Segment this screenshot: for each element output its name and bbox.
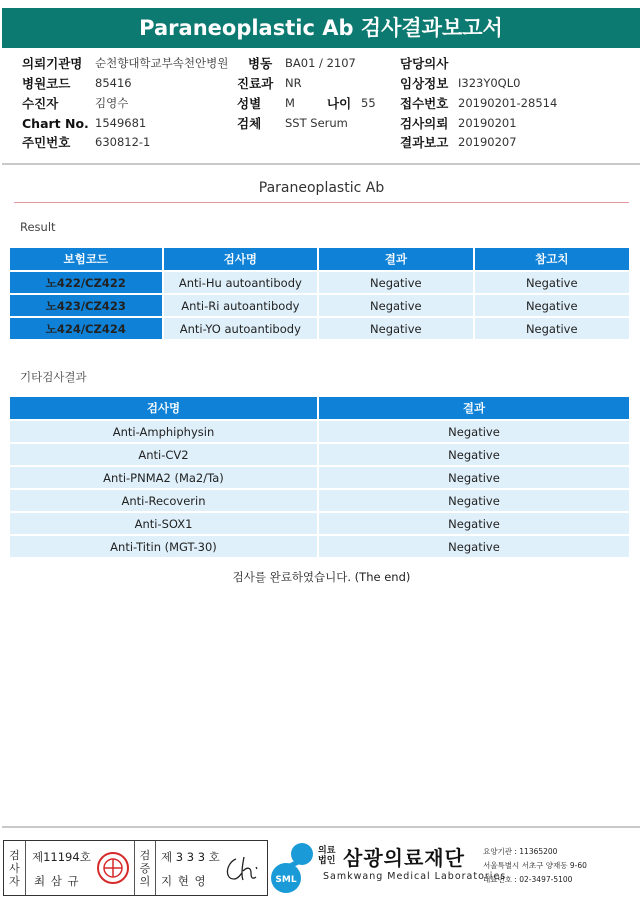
header-row-5 [22, 133, 622, 152]
institution-value: 순천향대학교부속천안병원 [95, 56, 229, 70]
examiner-name: 최 삼 규 [34, 874, 80, 888]
header-row-1 [22, 54, 622, 73]
logo-text: SML [275, 875, 297, 885]
result-table [8, 246, 631, 341]
doctor-label: 담당의사 [400, 56, 449, 71]
specimen-label: 검체 [237, 116, 262, 131]
section-title-underline [14, 202, 629, 203]
footer-divider [2, 826, 640, 828]
org-code: 요양기관 : 11365200 [483, 847, 558, 856]
test-name-cell: Anti-Amphiphysin [10, 421, 317, 442]
clinical-info-label: 임상정보 [400, 76, 449, 91]
org-prefix-line-1: 의료 [318, 846, 336, 856]
test-name-cell: Anti-Hu autoantibody [164, 272, 318, 293]
reference-cell: Negative [475, 272, 629, 293]
test-name-cell: Anti-SOX1 [10, 513, 317, 534]
age-value: 55 [361, 96, 376, 110]
report-title: Paraneoplastic Ab 검사결과보고서 [2, 8, 640, 48]
org-prefix [318, 846, 335, 866]
examiner-license: 제11194호 [32, 850, 91, 864]
age-label: 나이 [327, 96, 352, 111]
examiner-title: 검 사 자 [4, 841, 26, 895]
request-date-label: 검사의뢰 [400, 116, 449, 131]
reception-no-label: 접수번호 [400, 96, 449, 111]
ward-label: 병동 [248, 56, 273, 71]
report-date-label: 결과보고 [400, 135, 449, 150]
table-row [10, 444, 629, 465]
end-note: 검사를 완료하였습니다. (The end) [232, 570, 411, 584]
result-label: Result [20, 220, 56, 234]
org-phone: 대표번호 : 02-3497-5100 [483, 875, 573, 884]
request-date-value: 20190201 [458, 116, 517, 130]
chart-no-label: Chart No. [22, 116, 89, 131]
table-row [10, 318, 629, 339]
verifier-license: 제 3 3 3 호 [161, 850, 220, 864]
test-name-cell: Anti-PNMA2 (Ma2/Ta) [10, 467, 317, 488]
org-english-name: Samkwang Medical Laboratories [323, 871, 507, 882]
test-name-cell: Anti-Recoverin [10, 490, 317, 511]
report-date-value: 20190207 [458, 135, 517, 149]
sex-label: 성별 [237, 96, 262, 111]
resident-no-label: 주민번호 [22, 135, 71, 150]
result-cell: Negative [319, 421, 629, 442]
test-name-cell: Anti-YO autoantibody [164, 318, 318, 339]
result-table-header [10, 248, 629, 270]
test-name-cell: Anti-Titin (MGT-30) [10, 536, 317, 557]
other-results-table [8, 395, 631, 559]
reference-cell: Negative [475, 318, 629, 339]
section-title: Paraneoplastic Ab [258, 180, 385, 196]
result-cell: Negative [319, 444, 629, 465]
table-row [10, 272, 629, 293]
table-row [10, 490, 629, 511]
chart-no-value: 1549681 [95, 116, 147, 130]
header-divider [2, 163, 640, 165]
department-value: NR [285, 76, 302, 90]
specimen-value: SST Serum [285, 116, 348, 130]
clinical-info-value: I323Y0QL0 [458, 76, 521, 90]
org-logo-area [268, 838, 640, 898]
result-cell: Negative [319, 467, 629, 488]
reference-cell: Negative [475, 295, 629, 316]
insurance-code-cell: 노423/CZ423 [10, 295, 162, 316]
result-cell: Negative [319, 513, 629, 534]
hospital-code-label: 병원코드 [22, 76, 71, 91]
verifier-title: 검 증 의 [134, 841, 156, 895]
patient-label: 수진자 [22, 96, 59, 111]
patient-info [22, 54, 622, 154]
department-label: 진료과 [237, 76, 274, 91]
insurance-code-cell: 노422/CZ422 [10, 272, 162, 293]
test-name-cell: Anti-CV2 [10, 444, 317, 465]
ward-value: BA01 / 2107 [285, 56, 356, 70]
patient-value: 김영수 [95, 96, 129, 110]
resident-no-value: 630812-1 [95, 135, 151, 149]
org-prefix-line-2: 법인 [318, 856, 336, 866]
col-insurance-code: 보험코드 [10, 248, 162, 270]
org-name: 삼광의료재단 [343, 846, 465, 870]
sml-logo-icon [270, 840, 316, 894]
col-reference: 참고치 [475, 248, 629, 270]
handwritten-signature-icon [222, 853, 264, 885]
table-row [10, 467, 629, 488]
header-row-3 [22, 94, 622, 113]
header-row-4 [22, 114, 622, 133]
col-test-name: 검사명 [164, 248, 318, 270]
table-row [10, 536, 629, 557]
result-cell: Negative [319, 318, 472, 339]
reception-no-value: 20190201-28514 [458, 96, 558, 110]
col-result: 결과 [319, 397, 629, 419]
table-row [10, 513, 629, 534]
result-cell: Negative [319, 295, 472, 316]
other-table-header [10, 397, 629, 419]
seal-stamp-icon [96, 851, 130, 885]
col-result: 결과 [319, 248, 472, 270]
institution-label: 의뢰기관명 [22, 56, 83, 71]
insurance-code-cell: 노424/CZ424 [10, 318, 162, 339]
result-cell: Negative [319, 536, 629, 557]
result-cell: Negative [319, 272, 472, 293]
other-results-label: 기타검사결과 [20, 370, 87, 384]
table-row [10, 295, 629, 316]
header-row-2 [22, 74, 622, 93]
col-test-name: 검사명 [10, 397, 317, 419]
table-row [10, 421, 629, 442]
verifier-name: 지 현 영 [161, 874, 207, 888]
result-cell: Negative [319, 490, 629, 511]
test-name-cell: Anti-Ri autoantibody [164, 295, 318, 316]
sex-value: M [285, 96, 295, 110]
signature-box [3, 840, 268, 896]
hospital-code-value: 85416 [95, 76, 132, 90]
org-address: 서울특별시 서초구 양재동 9-60 [483, 861, 587, 870]
